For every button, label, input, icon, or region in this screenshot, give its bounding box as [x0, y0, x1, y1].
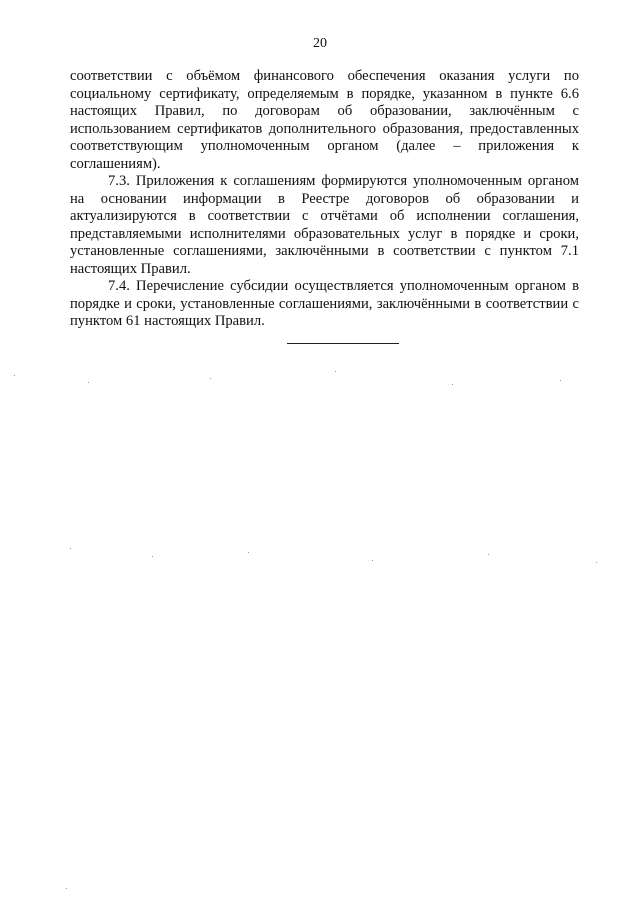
scan-speck: [372, 560, 373, 561]
scan-speck: [488, 554, 489, 555]
paragraph-7-3: 7.3. Приложения к соглашениям формируются уполномоченным органом на основании информации в Реестре договоров об образовании и актуализируются в соответствии с отчётами об исполнении соглашения, представляемыми исполнителями образовательных услуг в порядке и сроки, установленные соглашениями, заключёнными в соответствии с пунктом 7.1 настоящих Правил.: [70, 173, 579, 277]
document-body: [70, 68, 579, 331]
scan-speck: [452, 384, 453, 385]
scan-speck: [88, 382, 89, 383]
scan-speck: [560, 380, 561, 381]
scan-speck: [152, 556, 153, 557]
paragraph-continuation: соответствии с объёмом финансового обеспечения оказания услуги по социальному сертификату, определяемым в порядке, указанном в пункте 6.6 настоящих Правил, по договорам об образовании, заключённым с использованием сертификатов дополнительного образования, предоставленных соответствующим уполномоченным органом (далее – приложения к соглашениям).: [70, 68, 579, 172]
scan-speck: [14, 375, 15, 376]
scan-speck: [596, 562, 597, 563]
end-separator-line: [287, 343, 399, 344]
paragraph-7-4: 7.4. Перечисление субсидии осуществляется уполномоченным органом в порядке и сроки, установленные соглашениями, заключёнными в соответствии с пунктом 61 настоящих Правил.: [70, 278, 579, 329]
scan-speck: [70, 548, 71, 549]
scan-speck: [66, 888, 67, 889]
page-number: 20: [313, 36, 327, 51]
scan-speck: [210, 378, 211, 379]
scan-speck: [335, 371, 336, 372]
scan-speck: [248, 552, 249, 553]
